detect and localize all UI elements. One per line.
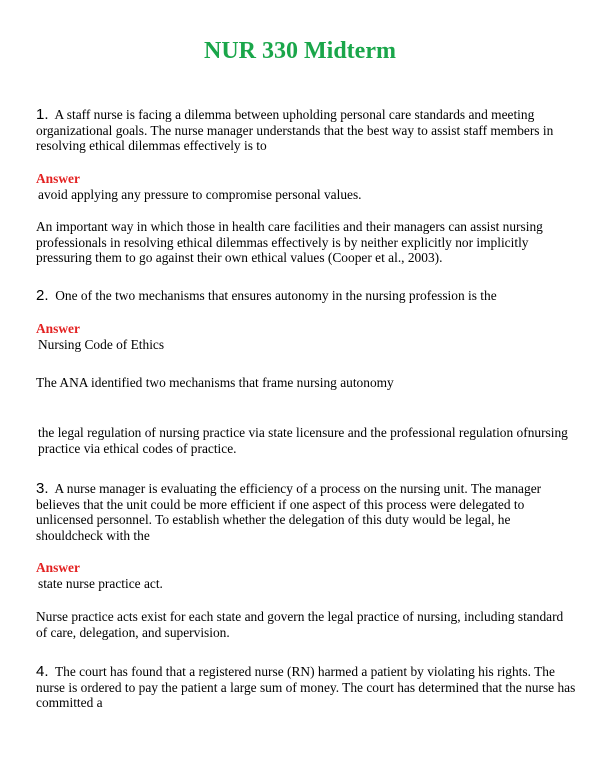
answer-label: Answer — [36, 171, 80, 186]
explanation: The ANA identified two mechanisms that frame nursing autonomy — [36, 375, 394, 390]
question-number: 3. — [36, 480, 49, 497]
question-number: 2. — [36, 287, 49, 304]
question-number: 1. — [36, 106, 49, 123]
answer-text: state nurse practice act. — [38, 576, 163, 591]
question-1 — [36, 107, 576, 154]
question-text: The court has found that a registered nurse (RN) harmed a patient by violating his rights. The nurse is ordered to pay the patient a large sum of money. The court has determined that the nurse has committed a — [36, 664, 576, 711]
answer-label: Answer — [36, 321, 80, 336]
question-text: A staff nurse is facing a dilemma between upholding personal care standards and meeting organizational goals. The nurse manager understands that the best way to assist staff members in resolving ethical dilemmas effectively is to — [36, 107, 554, 154]
explanation: Nurse practice acts exist for each state and govern the legal practice of nursing, including standard of care, delegation, and supervision. — [36, 609, 564, 640]
question-3 — [36, 481, 576, 543]
question-2 — [36, 288, 576, 304]
explanation: An important way in which those in health care facilities and their managers can assist nursing professionals in resolving ethical dilemmas effectively is by neither explicitly nor implicitly pressuring them to go against their own ethical values (Cooper et al., 2003). — [36, 219, 543, 266]
answer-label: Answer — [36, 560, 80, 575]
answer-text: Nursing Code of Ethics — [38, 337, 165, 352]
explanation: the legal regulation of nursing practice via state licensure and the professional regulation ofnursing practice via ethical codes of practice. — [38, 425, 568, 456]
question-4 — [36, 664, 576, 711]
question-text: One of the two mechanisms that ensures autonomy in the nursing profession is the — [55, 288, 497, 303]
question-text: A nurse manager is evaluating the efficiency of a process on the nursing unit. The manager believes that the unit could be more efficient if one aspect of this process were delegated to unlicensed personnel. To establish whether the delegation of this duty would be legal, he shouldcheck with the — [36, 481, 542, 543]
page-title: NUR 330 Midterm — [204, 38, 396, 64]
question-number: 4. — [36, 663, 49, 680]
answer-text: avoid applying any pressure to compromise personal values. — [38, 187, 362, 202]
